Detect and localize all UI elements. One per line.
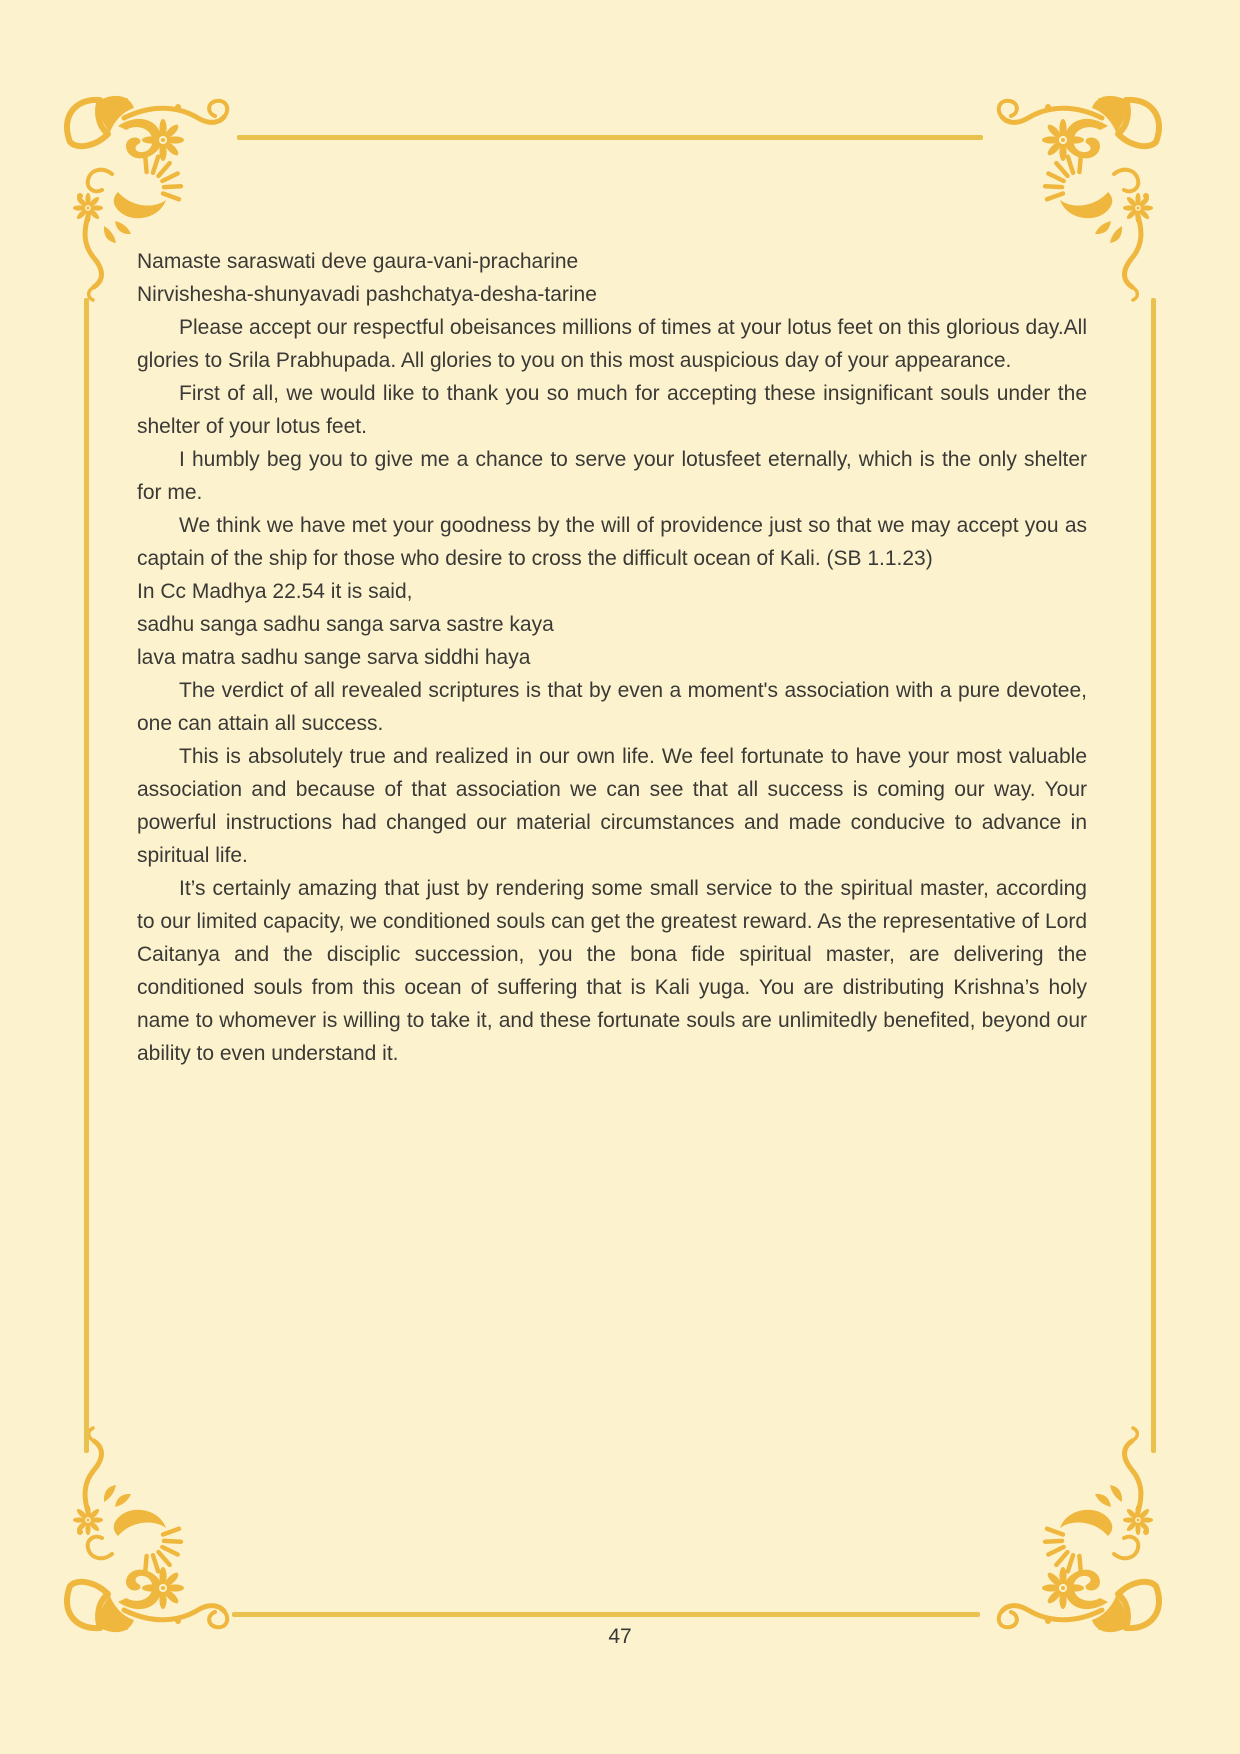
body-paragraph-verdict: The verdict of all revealed scriptures is that by even a moment's association with a pure devotee, one can attain all success. [137, 679, 1087, 735]
body-paragraph-obeisances: Please accept our respectful obeisances millions of times at your lotus feet on this glorious day.All glories to Srila Prabhupada. All glories to you on this most auspicious day of your appearance. [137, 316, 1087, 372]
body-paragraph-thanks: First of all, we would like to thank you so much for accepting these insignificant souls under the shelter of your lotus feet. [137, 382, 1087, 438]
verse-line-lava-matra: lava matra sadhu sange sarva siddhi haya [137, 646, 531, 669]
border-line-left [84, 298, 89, 1453]
body-paragraph-association: This is absolutely true and realized in our own life. We feel fortunate to have your most valuable association and because of that association we can see that all success is coming our way. Your powerful instructions had changed our material circumstances and made conducive to advance in spiritual life. [137, 745, 1087, 867]
border-line-top [237, 135, 983, 140]
letter-body [137, 245, 1087, 1070]
border-line-right [1151, 298, 1156, 1453]
floral-corner-ornament-bottom-left [60, 1434, 236, 1634]
border-line-bottom [232, 1612, 980, 1617]
verse-intro-cc-madhya: In Cc Madhya 22.54 it is said, [137, 580, 413, 603]
floral-corner-ornament-bottom-right [990, 1434, 1166, 1634]
verse-line-sadhu-sanga: sadhu sanga sadhu sanga sarva sastre kaya [137, 613, 554, 636]
body-paragraph-amazing-service: It’s certainly amazing that just by rendering some small service to the spiritual master, according to our limited capacity, we conditioned souls can get the greatest reward. As the representative of Lord Caitanya and the disciplic succession, you the bona fide spiritual master, are delivering the conditioned souls from this ocean of suffering that is Kali yuga. You are distributing Krishna’s holy name to whomever is willing to take it, and these fortunate souls are unlimitedly benefited, beyond our ability to even understand it. [137, 877, 1087, 1065]
body-paragraph-captain-of-ship: We think we have met your goodness by the will of providence just so that we may accept you as captain of the ship for those who desire to cross the difficult ocean of Kali. (SB 1.1.23) [137, 514, 1087, 570]
page-number: 47 [608, 1625, 632, 1648]
body-paragraph-humbly-beg: I humbly beg you to give me a chance to serve your lotusfeet eternally, which is the only shelter for me. [137, 448, 1087, 504]
verse-line-namaste: Namaste saraswati deve gaura-vani-pracharine [137, 250, 579, 273]
verse-line-nirvishesha: Nirvishesha-shunyavadi pashchatya-desha-tarine [137, 283, 597, 306]
